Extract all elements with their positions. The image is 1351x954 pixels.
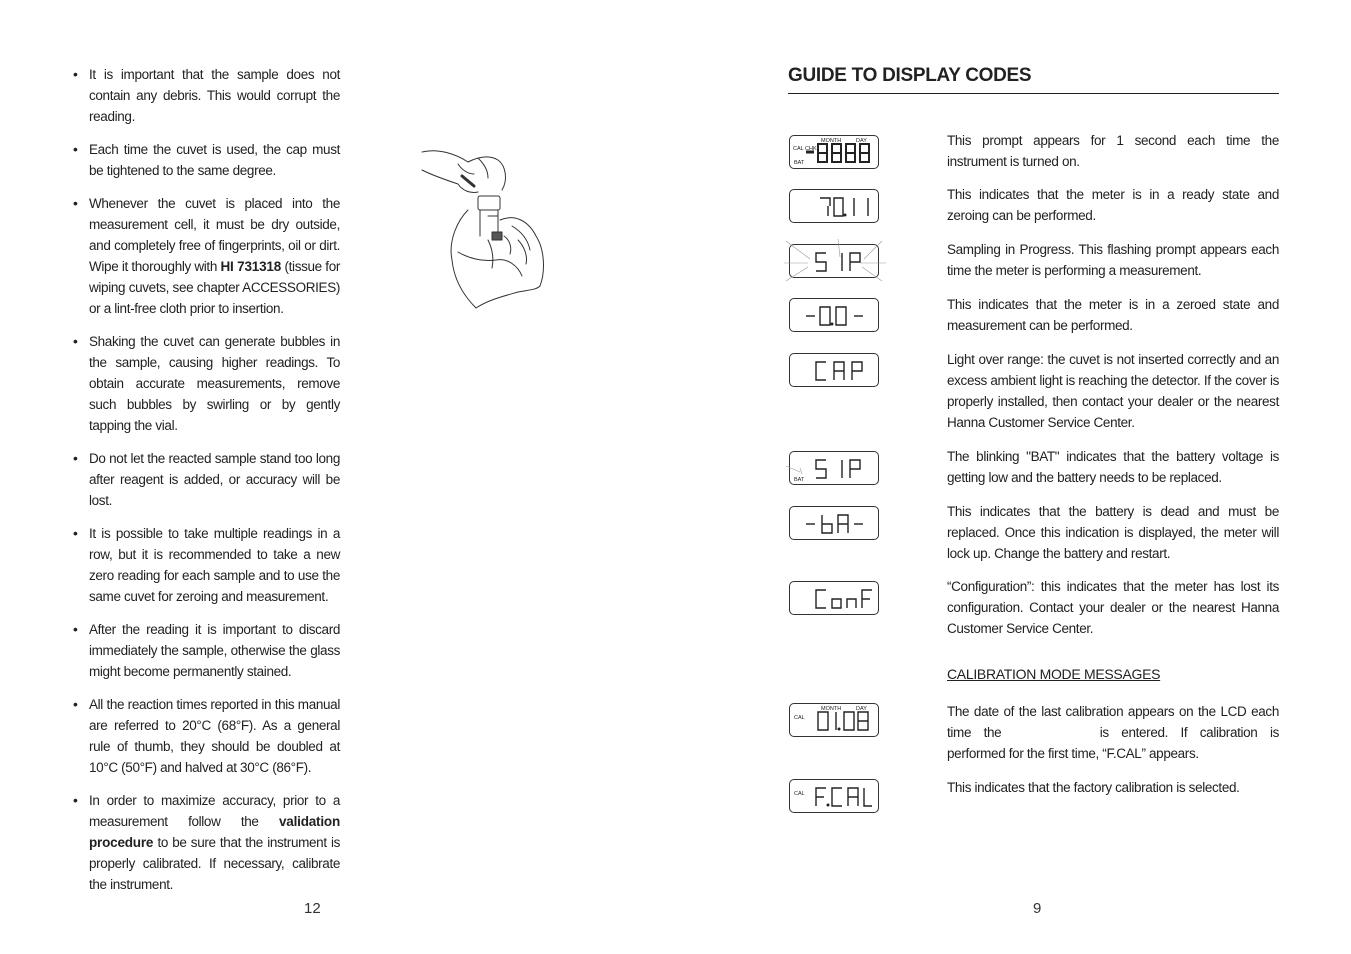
lcd-digits-fcal xyxy=(816,788,872,806)
code-description: The blinking "BAT" indicates that the battery voltage is getting low and the battery needs to be replaced. xyxy=(947,449,1279,485)
code-description: Sampling in Progress. This flashing prompt appears each time the meter is performing a measurement. xyxy=(947,242,1279,278)
lcd-label-bat: BAT xyxy=(794,160,805,166)
flash-rays xyxy=(786,466,802,474)
bullet-text: Shaking the cuvet can generate bubbles in the sample, causing higher readings. To obtain accurate measurements, remove such bubbles by swirling or by gently tapping the vial. xyxy=(89,334,340,433)
bullet-text: Do not let the reacted sample stand too long after reagent is added, or accuracy will be lost. xyxy=(89,451,340,508)
tips-list xyxy=(70,64,340,907)
flash-rays xyxy=(784,239,886,281)
list-item xyxy=(70,193,340,319)
left-page xyxy=(0,0,675,954)
lcd-display-zeroed xyxy=(789,298,879,332)
lcd-display-config xyxy=(789,581,879,615)
page-number: 9 xyxy=(1033,900,1042,917)
bullet-text: It is important that the sample does not contain any debris. This would corrupt the reading. xyxy=(89,67,340,124)
lcd-display-all-segments xyxy=(789,135,879,169)
bullet-text: (tissue for wiping cuvets, see chapter ACCESSORIES) or a lint-free cloth prior to insertion. xyxy=(89,259,340,316)
lcd-display-cal-date xyxy=(789,703,879,737)
code-description: This indicates that the meter is in a ready state and zeroing can be performed. xyxy=(947,187,1279,223)
bullet-text: After the reading it is important to discard immediately the sample, otherwise the glass might become permanently stained. xyxy=(89,622,340,679)
procedure-link-text: validation procedure xyxy=(89,814,340,850)
lcd-digits-0108 xyxy=(818,712,868,730)
lcd-digits-sip xyxy=(816,460,860,478)
bullet-text: Whenever the cuvet is placed into the measurement cell, it must be dry outside, and completely free of fingerprints, oil or dirt. Wipe it thoroughly with xyxy=(89,196,340,274)
code-description xyxy=(947,701,1279,764)
bullet-text: Each time the cuvet is used, the cap must be tightened to the same degree. xyxy=(89,142,340,178)
lcd-digits-ba xyxy=(806,515,863,533)
list-item xyxy=(70,64,340,127)
list-item xyxy=(70,523,340,607)
page-title: GUIDE TO DISPLAY CODES xyxy=(788,64,1279,94)
lcd-display-ready xyxy=(789,189,879,223)
lcd-label-day: DAY xyxy=(856,138,867,144)
product-code: HI 731318 xyxy=(220,259,282,274)
lcd-label-month: MONTH xyxy=(821,706,842,712)
lcd-digits-8888 xyxy=(818,144,869,162)
lcd-label-month: MONTH xyxy=(821,138,842,144)
page-number: 12 xyxy=(304,900,321,917)
lcd-digits-00 xyxy=(806,307,863,325)
right-page xyxy=(675,0,1351,954)
code-description: This indicates that the meter is in a zeroed state and measurement can be performed. xyxy=(947,297,1279,333)
list-item xyxy=(70,139,340,181)
lcd-digits-sip xyxy=(816,253,860,271)
lcd-label-day: DAY xyxy=(856,706,867,712)
description-line: The date of the last calibration appears on the LCD each time the xyxy=(947,704,1279,740)
code-description: This indicates that the factory calibration is selected. xyxy=(947,780,1240,795)
lcd-display-factory-cal xyxy=(789,779,879,813)
code-description: Light over range: the cuvet is not inserted correctly and an excess ambient light is reaching the detector. If the cover is properly installed, then contact your dealer or the nearest Hanna Customer Service Center. xyxy=(947,352,1279,430)
lcd-label-cal: CAL xyxy=(794,715,805,721)
list-item xyxy=(70,619,340,682)
calibration-section-heading: CALIBRATION MODE MESSAGES xyxy=(947,666,1161,682)
list-item xyxy=(70,448,340,511)
bullet-text: to be sure that the instrument is properly calibrated. If necessary, calibrate the instrument. xyxy=(89,835,340,892)
bullet-text: In order to maximize accuracy, prior to a measurement follow the xyxy=(89,793,340,829)
list-item xyxy=(70,694,340,778)
bullet-text: It is possible to take multiple readings in a row, but it is recommended to take a new zero reading for each sample and to use the same cuvet for zeroing and measurement. xyxy=(89,526,340,604)
list-item xyxy=(70,790,340,895)
lcd-label-cal: CAL xyxy=(794,791,805,797)
lcd-label-bat: BAT xyxy=(794,477,805,483)
hands-wiping-cuvet-illustration xyxy=(418,140,550,312)
description-line: is entered. If calibration is performed for the first time, “F.CAL” appears. xyxy=(947,725,1279,761)
lcd-digits-conf xyxy=(816,590,872,608)
list-item xyxy=(70,331,340,436)
lcd-display-cap xyxy=(789,353,879,387)
code-description: “Configuration”: this indicates that the meter has lost its configuration. Contact your dealer or the nearest Hanna Customer Service Center. xyxy=(947,579,1279,636)
lcd-digits-cap xyxy=(816,362,862,380)
lcd-display-sampling xyxy=(789,244,879,278)
bullet-text: All the reaction times reported in this manual are referred to 20°C (68°F). As a general rule of thumb, they should be doubled at 10°C (50°F) and halved at 30°C (86°F). xyxy=(89,697,340,775)
lcd-label-cal-chk: CAL CHK xyxy=(793,146,817,152)
code-description: This indicates that the battery is dead and must be replaced. Once this indication is displayed, the meter will lock up. Change the battery and restart. xyxy=(947,504,1279,561)
code-description: This prompt appears for 1 second each time the instrument is turned on. xyxy=(947,133,1279,169)
lcd-digits-701 xyxy=(820,198,868,216)
lcd-display-dead-battery xyxy=(789,506,879,540)
lcd-display-low-battery xyxy=(789,451,879,485)
